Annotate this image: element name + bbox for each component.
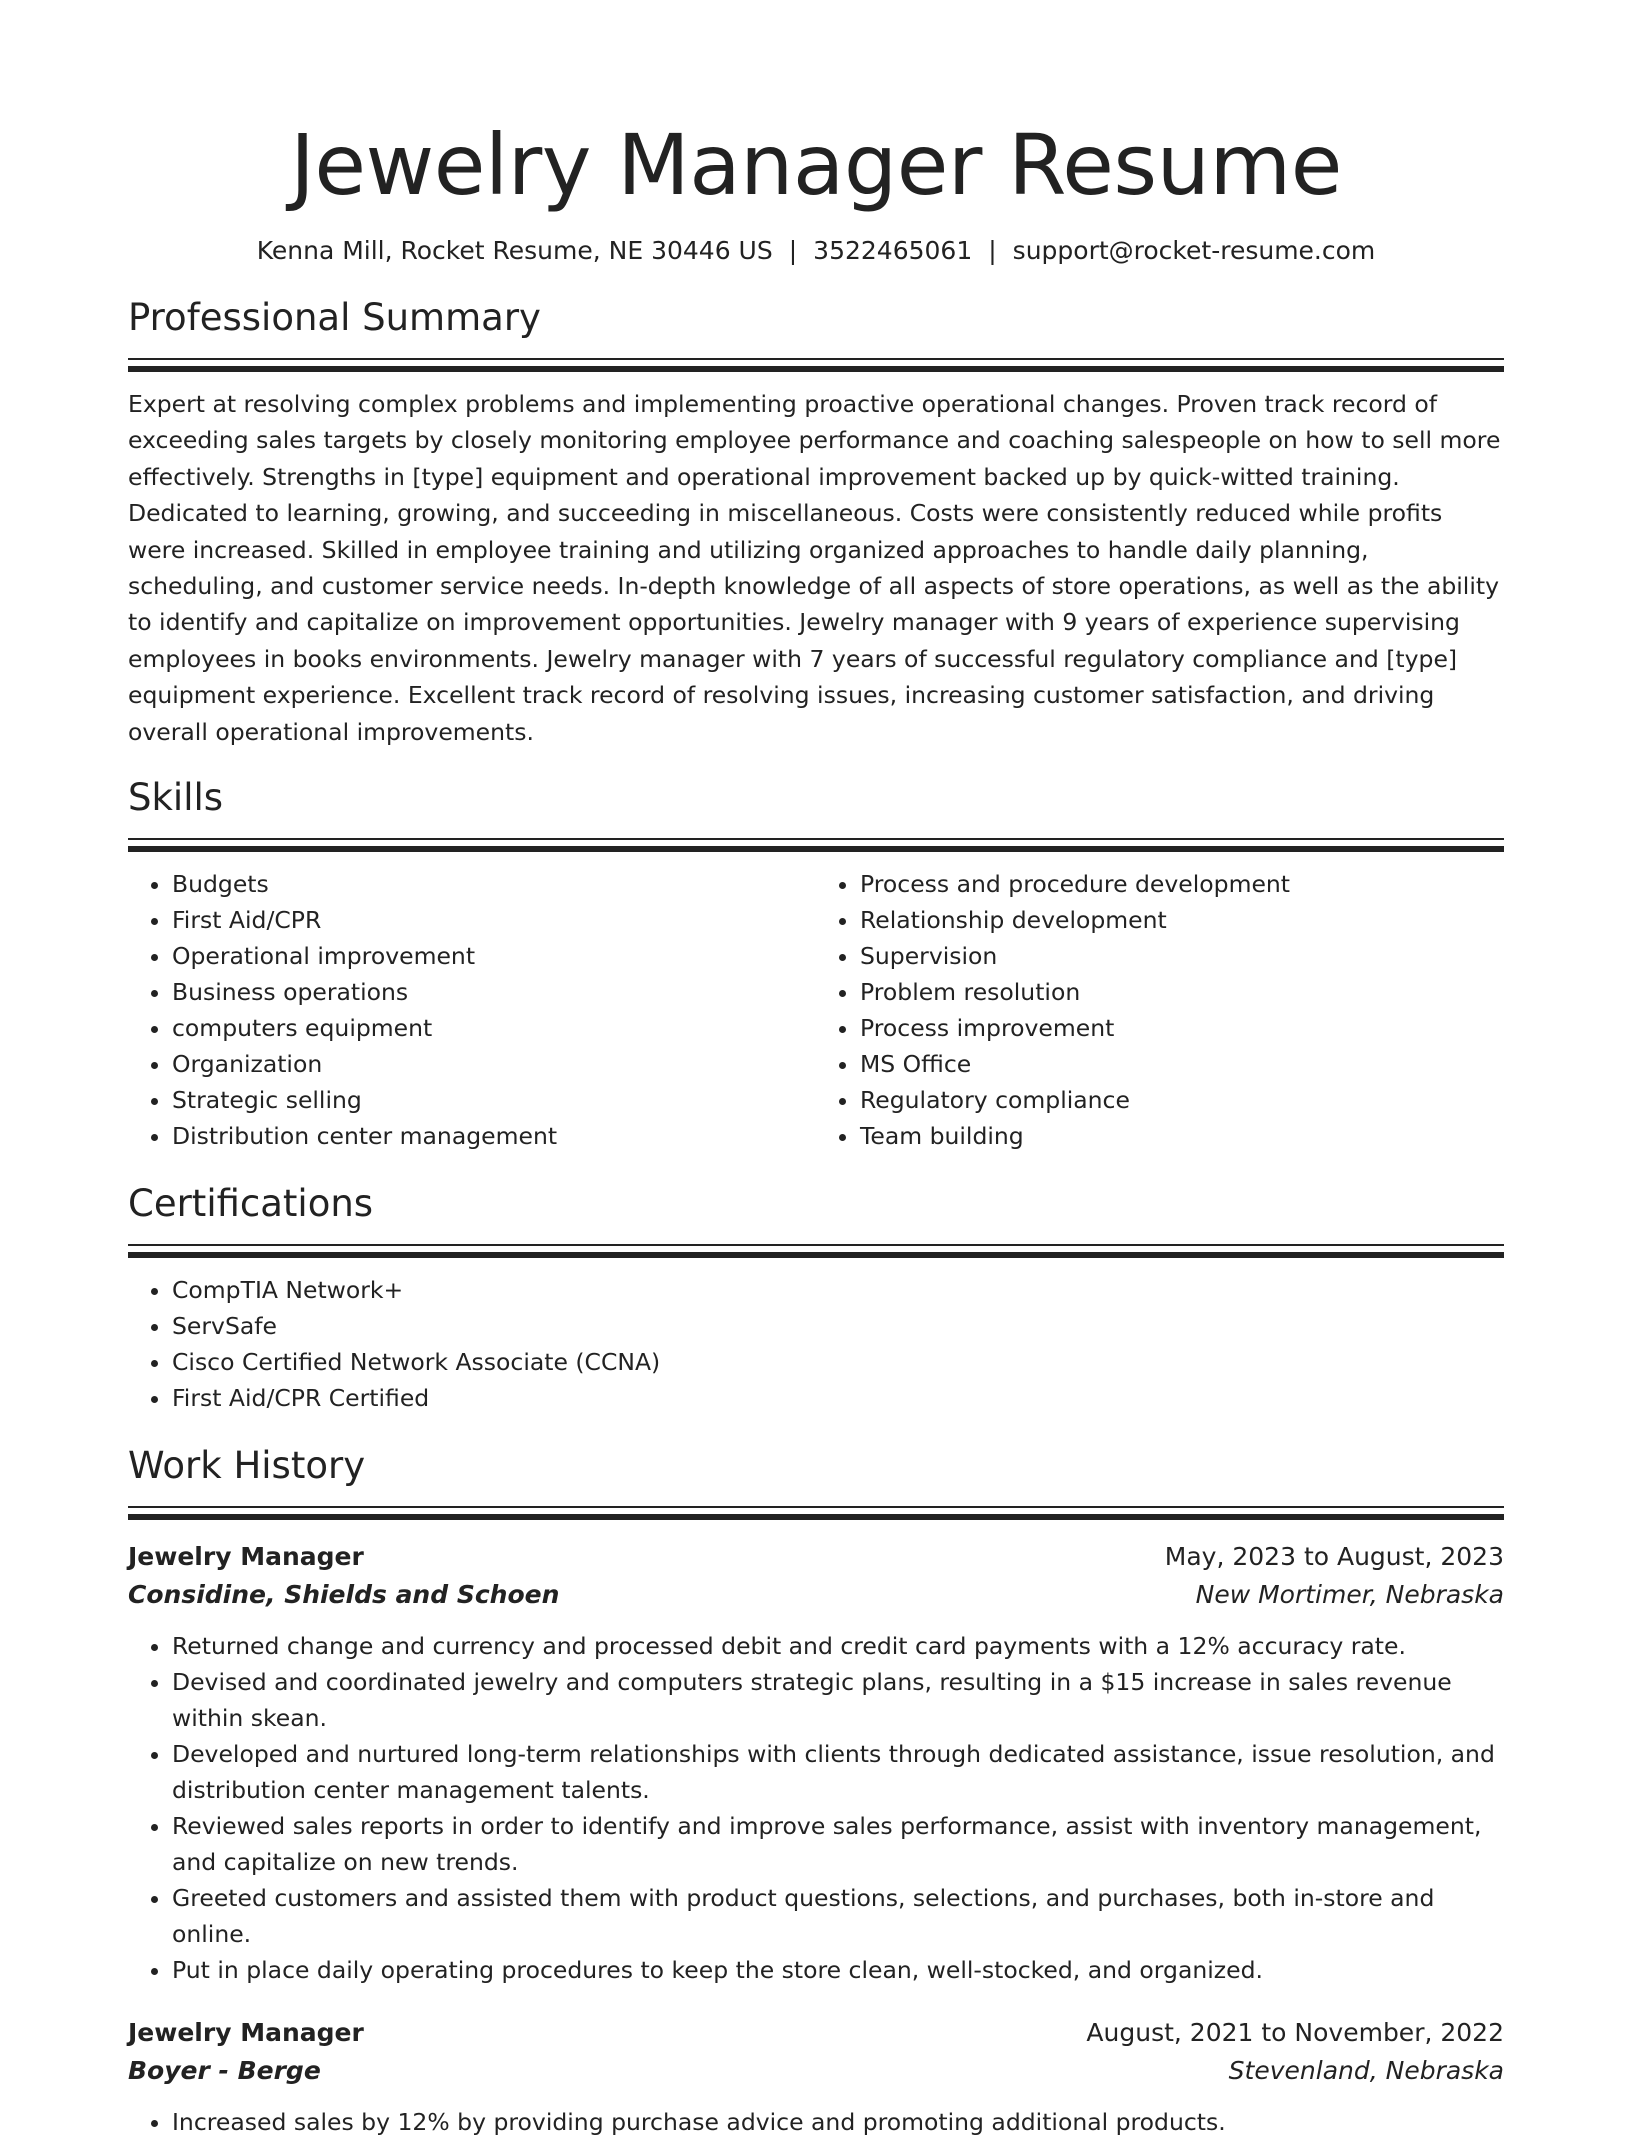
job-bullet: • Reviewed sales reports in order to identify and improve sales performance, assist with inventory management, and capitalize on new trends.	[172, 1808, 1504, 1880]
section-divider	[128, 358, 1504, 372]
job-bullet: • Developed and nurtured long-term relationships with clients through dedicated assistance, issue resolution, and distribution center management talents.	[172, 1736, 1504, 1808]
certifications-section	[128, 1180, 1504, 1416]
job-subheader	[128, 1576, 1504, 1614]
job-header	[128, 2014, 1504, 2052]
job-bullet: • Increased sales by 12% by providing purchase advice and promoting additional products.	[172, 2104, 1504, 2140]
skill-item: • Process and procedure development	[860, 866, 1504, 902]
job-location: Stevenland, Nebraska	[1228, 2056, 1504, 2086]
job-bullet: • Devised and coordinated jewelry and computers strategic plans, resulting in a $15 increase in sales revenue within skean.	[172, 1664, 1504, 1736]
job-dates: August, 2021 to November, 2022	[1086, 2018, 1504, 2048]
job-entry	[128, 1538, 1504, 1988]
section-divider	[128, 838, 1504, 852]
job-bullets	[128, 1628, 1504, 1988]
job-title: Jewelry Manager	[128, 2018, 364, 2048]
certification-item: • ServSafe	[172, 1308, 1504, 1344]
summary-section	[128, 294, 1504, 750]
skill-item: • Budgets	[172, 866, 816, 902]
skill-item: • Strategic selling	[172, 1082, 816, 1118]
skill-item: • MS Office	[860, 1046, 1504, 1082]
skills-heading: Skills	[128, 776, 224, 820]
job-bullet: • Returned change and currency and processed debit and credit card payments with a 12% accuracy rate.	[172, 1628, 1504, 1664]
contact-line	[128, 234, 1504, 268]
certifications-heading: Certifications	[128, 1182, 374, 1226]
skills-list-left	[128, 866, 816, 1154]
certification-item: • CompTIA Network+	[172, 1272, 1504, 1308]
job-bullet: • Greeted customers and assisted them with product questions, selections, and purchases, both in-store and online.	[172, 1880, 1504, 1952]
job-entry	[128, 2014, 1504, 2140]
resume-title: Jewelry Manager Resume	[290, 116, 1342, 214]
job-header	[128, 1538, 1504, 1576]
skill-item: • Supervision	[860, 938, 1504, 974]
resume-page	[128, 110, 1504, 2140]
skill-item: • Process improvement	[860, 1010, 1504, 1046]
skills-grid	[128, 866, 1504, 1154]
contact-separator: |	[988, 236, 997, 265]
contact-email[interactable]: support@rocket-resume.com	[1012, 236, 1376, 265]
skills-section	[128, 774, 1504, 1154]
skill-item: • Team building	[860, 1118, 1504, 1154]
job-location: New Mortimer, Nebraska	[1195, 1580, 1504, 1610]
section-divider	[128, 1506, 1504, 1520]
job-bullets	[128, 2104, 1504, 2140]
skill-item: • Business operations	[172, 974, 816, 1010]
job-bullet: • Put in place daily operating procedures to keep the store clean, well-stocked, and organized.	[172, 1952, 1504, 1988]
contact-phone: 3522465061	[813, 236, 973, 265]
job-dates: May, 2023 to August, 2023	[1164, 1542, 1504, 1572]
skill-item: • First Aid/CPR	[172, 902, 816, 938]
job-subheader	[128, 2052, 1504, 2090]
section-divider	[128, 1244, 1504, 1258]
certification-item: • Cisco Certified Network Associate (CCNA)	[172, 1344, 1504, 1380]
skill-item: • Regulatory compliance	[860, 1082, 1504, 1118]
work-history-section	[128, 1442, 1504, 2140]
job-title: Jewelry Manager	[128, 1542, 364, 1572]
contact-separator: |	[788, 236, 798, 265]
skill-item: • Organization	[172, 1046, 816, 1082]
job-company: Considine, Shields and Schoen	[128, 1580, 560, 1610]
job-company: Boyer - Berge	[128, 2056, 321, 2086]
summary-heading: Professional Summary	[128, 296, 541, 339]
certification-item: • First Aid/CPR Certified	[172, 1380, 1504, 1416]
skill-item: • Problem resolution	[860, 974, 1504, 1010]
skill-item: • Operational improvement	[172, 938, 816, 974]
skills-list-right	[816, 866, 1504, 1154]
work-history-heading: Work History	[128, 1444, 366, 1488]
skill-item: • Relationship development	[860, 902, 1504, 938]
certifications-list	[128, 1272, 1504, 1416]
summary-text: Expert at resolving complex problems and implementing proactive operational changes. Proven track record of exceeding sales targets by closely monitoring employee performance and coaching salespeople on how to sell more effectively. Strengths in [type] equipment and operational improvement backed up by quick-witted training. Dedicated to learning, growing, and succeeding in miscellaneous. Costs were consistently reduced while profits were increased. Skilled in employee training and utilizing organized approaches to handle daily planning, scheduling, and customer service needs. In-depth knowledge of all aspects of store operations, as well as the ability to identify and capitalize on improvement opportunities. Jewelry manager with 9 years of experience supervising employees in books environments. Jewelry manager with 7 years of successful regulatory compliance and [type] equipment experience. Excellent track record of resolving issues, increasing customer satisfaction, and driving overall operational improvements.	[128, 390, 1501, 746]
skill-item: • computers equipment	[172, 1010, 816, 1046]
contact-address: Kenna Mill, Rocket Resume, NE 30446 US	[256, 236, 773, 265]
skill-item: • Distribution center management	[172, 1118, 816, 1154]
